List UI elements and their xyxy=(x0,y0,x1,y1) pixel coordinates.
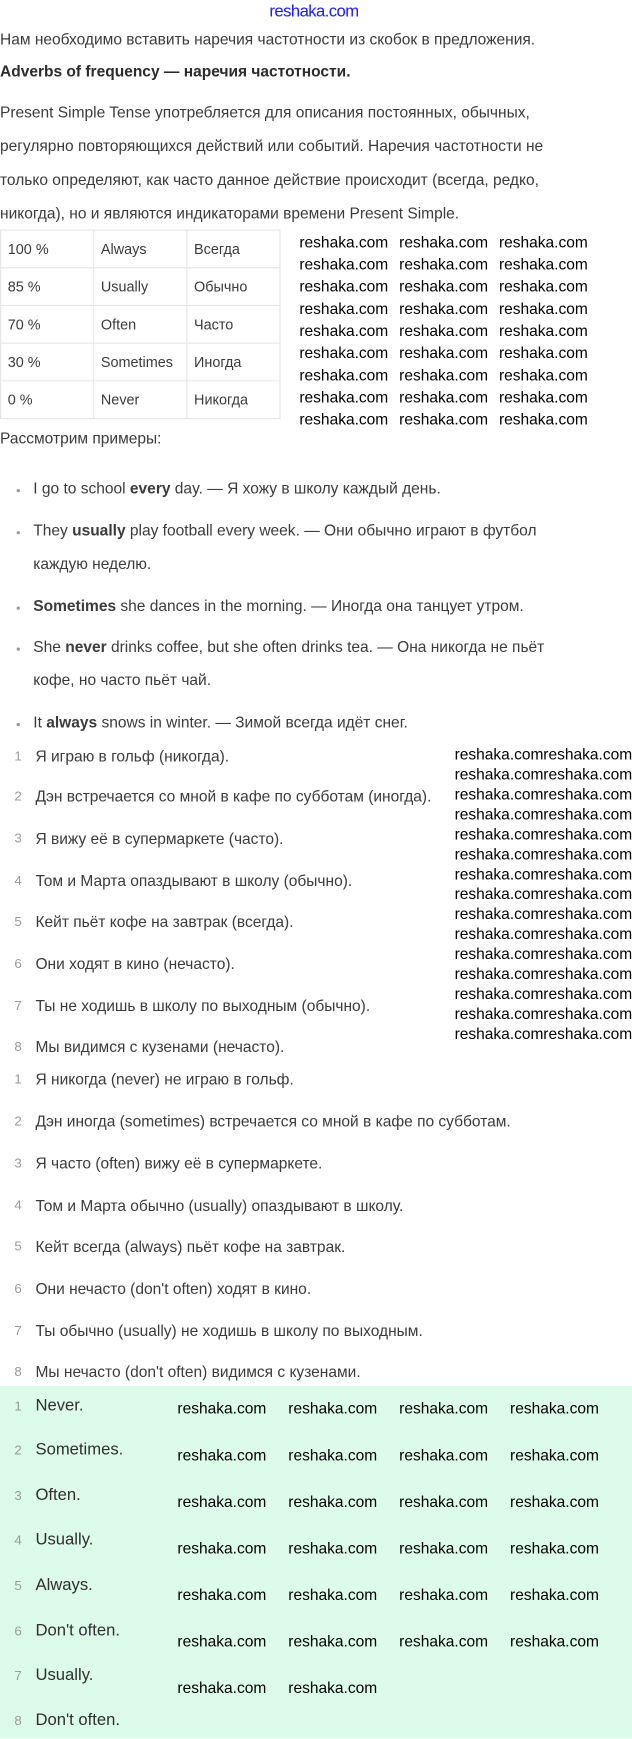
watermark: reshaka.com xyxy=(399,1585,489,1604)
watermark: reshaka.com xyxy=(510,1585,599,1604)
example-text: play football every week. — Они обычно играют в футбол xyxy=(125,521,537,539)
watermark: reshaka.com xyxy=(454,1004,544,1023)
table-cell: 70 % xyxy=(1,305,94,343)
item-number: 1 xyxy=(14,1398,22,1414)
watermark: reshaka.com xyxy=(299,388,389,406)
watermark: reshaka.com xyxy=(454,745,544,763)
watermark: reshaka.com xyxy=(543,745,632,763)
task-item: Мы видимся с кузенами (нечасто). xyxy=(35,1037,285,1056)
watermark: reshaka.com xyxy=(399,321,489,340)
example-item xyxy=(33,636,544,656)
item-number: 3 xyxy=(14,1155,22,1171)
item-number: 2 xyxy=(14,788,22,804)
watermark: reshaka.com xyxy=(299,410,389,428)
watermark: reshaka.com xyxy=(498,232,588,251)
item-number: 4 xyxy=(14,1197,22,1213)
example-item xyxy=(33,520,536,540)
table-cell: Иногда xyxy=(187,343,280,381)
item-number: 3 xyxy=(14,1487,22,1504)
watermark: reshaka.com xyxy=(454,984,544,1003)
watermark: reshaka.com xyxy=(399,277,489,295)
table-cell: 100 % xyxy=(1,230,94,268)
table-cell: 30 % xyxy=(1,343,94,381)
item-number: 4 xyxy=(14,1532,22,1548)
watermark: reshaka.com xyxy=(299,299,389,318)
item-number: 6 xyxy=(14,1280,22,1297)
watermark: reshaka.com xyxy=(177,1492,267,1511)
answer-item: Дэн иногда (sometimes) встречается со мной в кафе по субботам. xyxy=(35,1112,511,1130)
table-cell: Always xyxy=(94,230,187,268)
short-answer-item: Always. xyxy=(35,1575,93,1595)
watermark: reshaka.com xyxy=(543,844,632,863)
item-number: 5 xyxy=(14,1577,22,1594)
example-item xyxy=(33,478,440,498)
watermark: reshaka.com xyxy=(288,1678,378,1697)
bullet-icon xyxy=(17,606,20,609)
item-number: 5 xyxy=(14,1238,22,1255)
table-cell: Никогда xyxy=(187,381,280,419)
item-number: 1 xyxy=(14,1071,22,1087)
short-answer-item: Usually. xyxy=(35,1530,94,1549)
task-item: Я играю в гольф (никогда). xyxy=(35,747,230,766)
watermark: reshaka.com xyxy=(498,321,588,340)
watermark: reshaka.com xyxy=(543,884,632,903)
table-cell: 0 % xyxy=(1,381,94,419)
watermark: reshaka.com xyxy=(454,844,544,863)
short-answer-item: Never. xyxy=(35,1395,84,1415)
paragraph-line: регулярно повторяющихся действий или событий. Наречия частотности не xyxy=(0,136,544,155)
watermark: reshaka.com xyxy=(454,964,544,983)
watermark: reshaka.com xyxy=(510,1538,599,1557)
table-cell: 85 % xyxy=(1,268,94,306)
item-number: 2 xyxy=(14,1442,22,1459)
watermark: reshaka.com xyxy=(498,388,588,406)
watermark: reshaka.com xyxy=(498,410,588,428)
answer-item: Они нечасто (don't often) ходят в кино. xyxy=(35,1279,312,1298)
watermark: reshaka.com xyxy=(399,232,489,251)
watermark: reshaka.com xyxy=(510,1492,599,1511)
item-number: 5 xyxy=(14,913,22,930)
watermark: reshaka.com xyxy=(177,1632,267,1650)
example-adverb: every xyxy=(129,478,171,497)
item-number: 6 xyxy=(14,955,22,972)
watermark: reshaka.com xyxy=(177,1399,267,1418)
watermark: reshaka.com xyxy=(299,232,389,251)
answer-item: Том и Марта обычно (usually) опаздывают в школу. xyxy=(35,1196,404,1215)
answer-item: Ты обычно (usually) не ходишь в школу по выходным. xyxy=(35,1321,423,1340)
example-text: It xyxy=(33,712,47,731)
bullet-icon xyxy=(17,648,20,651)
task-item: Ты не ходишь в школу по выходным (обычно). xyxy=(35,996,371,1015)
watermark: reshaka.com xyxy=(399,1538,489,1557)
watermark: reshaka.com xyxy=(299,365,389,384)
paragraph-line: никогда), но и являются индикаторами времени Present Simple. xyxy=(0,204,460,222)
watermark: reshaka.com xyxy=(498,299,588,318)
watermark: reshaka.com xyxy=(288,1585,378,1604)
watermark: reshaka.com xyxy=(399,343,489,362)
watermark: reshaka.com xyxy=(454,785,544,803)
watermark: reshaka.com xyxy=(498,343,588,362)
watermark: reshaka.com xyxy=(299,343,389,362)
watermark: reshaka.com xyxy=(454,824,544,843)
item-number: 6 xyxy=(14,1623,22,1639)
table-cell: Usually xyxy=(94,268,187,306)
example-item xyxy=(33,595,523,615)
task-item: Кейт пьёт кофе на завтрак (всегда). xyxy=(35,912,294,931)
table-row xyxy=(1,268,280,306)
watermark: reshaka.com xyxy=(399,1492,489,1511)
watermark: reshaka.com xyxy=(454,864,544,883)
example-text: They xyxy=(33,521,73,539)
example-text: she dances in the morning. — Иногда она танцует утром. xyxy=(116,596,524,615)
example-adverb: always xyxy=(46,712,98,731)
item-number: 7 xyxy=(14,1667,22,1684)
watermark: reshaka.com xyxy=(399,1632,489,1650)
watermark: reshaka.com xyxy=(498,255,588,273)
watermark: reshaka.com xyxy=(498,277,588,295)
watermark: reshaka.com xyxy=(177,1445,267,1464)
watermark: reshaka.com xyxy=(543,765,632,783)
example-adverb: usually xyxy=(72,521,126,539)
item-number: 8 xyxy=(14,1713,22,1729)
task-item: Я вижу её в супермаркете (часто). xyxy=(35,829,284,848)
short-answer-item: Don't often. xyxy=(35,1710,121,1730)
watermark: reshaka.com xyxy=(454,765,544,783)
watermark: reshaka.com xyxy=(543,864,632,883)
watermark: reshaka.com xyxy=(510,1399,599,1418)
frequency-table xyxy=(0,230,281,420)
item-number: 7 xyxy=(14,1322,22,1339)
watermark: reshaka.com xyxy=(288,1538,378,1557)
watermark: reshaka.com xyxy=(543,944,632,963)
item-number: 2 xyxy=(14,1113,22,1129)
watermark: reshaka.com xyxy=(454,924,544,943)
short-answer-item: Don't often. xyxy=(35,1621,121,1640)
watermark: reshaka.com xyxy=(510,1445,599,1464)
table-cell: Всегда xyxy=(187,230,280,268)
example-adverb: Sometimes xyxy=(33,596,117,615)
watermark: reshaka.com xyxy=(543,924,632,943)
example-item xyxy=(33,712,408,732)
bullet-icon xyxy=(17,489,20,492)
watermark: reshaka.com xyxy=(543,984,632,1003)
watermark: reshaka.com xyxy=(510,1632,599,1650)
watermark: reshaka.com xyxy=(399,388,489,406)
intro-text: Нам необходимо вставить наречия частотности из скобок в предложения. xyxy=(0,29,536,48)
item-number: 8 xyxy=(14,1038,22,1055)
item-number: 4 xyxy=(14,872,22,889)
watermark: reshaka.com xyxy=(454,1024,544,1043)
short-answer-item: Often. xyxy=(35,1485,81,1505)
example-continuation: каждую неделю. xyxy=(33,554,152,573)
table-cell: Часто xyxy=(187,305,280,343)
watermark: reshaka.com xyxy=(543,785,632,803)
example-continuation: кофе, но часто пьёт чай. xyxy=(33,670,212,689)
watermark: reshaka.com xyxy=(288,1399,378,1418)
example-text: day. — Я хожу в школу каждый день. xyxy=(170,478,441,497)
section-heading: Adverbs of frequency — наречия частотности. xyxy=(0,62,351,80)
short-answer-item: Usually. xyxy=(35,1665,94,1685)
watermark: reshaka.com xyxy=(299,321,389,340)
watermark: reshaka.com xyxy=(399,1399,489,1418)
example-text: drinks coffee, but she often drinks tea. — Она никогда не пьёт xyxy=(106,637,545,656)
item-number: 1 xyxy=(14,748,22,764)
example-text: She xyxy=(33,637,66,656)
table-cell: Often xyxy=(94,305,187,343)
item-number: 3 xyxy=(14,830,22,846)
example-text: I go to school xyxy=(33,478,130,497)
watermark: reshaka.com xyxy=(399,1445,489,1464)
watermark: reshaka.com xyxy=(543,804,632,823)
watermark: reshaka.com xyxy=(543,904,632,923)
item-number: 7 xyxy=(14,997,22,1014)
watermark: reshaka.com xyxy=(543,1024,632,1043)
watermark: reshaka.com xyxy=(454,904,544,923)
watermark: reshaka.com xyxy=(454,804,544,823)
table-cell: Never xyxy=(94,381,187,419)
table-cell: Sometimes xyxy=(94,343,187,381)
watermark: reshaka.com xyxy=(543,964,632,983)
table-cell: Обычно xyxy=(187,268,280,306)
watermark: reshaka.com xyxy=(543,824,632,843)
answer-item: Кейт всегда (always) пьёт кофе на завтрак. xyxy=(35,1237,346,1256)
watermark: reshaka.com xyxy=(299,277,389,295)
table-row xyxy=(1,305,280,343)
task-item: Дэн встречается со мной в кафе по субботам (иногда). xyxy=(35,787,432,805)
watermark: reshaka.com xyxy=(288,1632,378,1650)
example-text: snows in winter. — Зимой всегда идёт снег. xyxy=(97,712,408,731)
watermark: reshaka.com xyxy=(288,1492,378,1511)
watermark: reshaka.com xyxy=(498,365,588,384)
watermark: reshaka.com xyxy=(454,944,544,963)
watermark: reshaka.com xyxy=(177,1585,267,1604)
examples-label: Рассмотрим примеры: xyxy=(0,429,162,447)
answer-item: Я никогда (never) не играю в гольф. xyxy=(35,1069,294,1088)
watermark: reshaka.com xyxy=(399,365,489,384)
watermark: reshaka.com xyxy=(299,255,389,273)
table-row xyxy=(1,381,280,419)
watermark: reshaka.com xyxy=(399,299,489,318)
table-row xyxy=(1,343,280,381)
task-item: Том и Марта опаздывают в школу (обычно). xyxy=(35,871,353,890)
item-number: 8 xyxy=(14,1363,22,1380)
paragraph-line: только определяют, как часто данное действие происходит (всегда, редко, xyxy=(0,170,539,189)
watermark: reshaka.com xyxy=(543,1004,632,1023)
task-item: Они ходят в кино (нечасто). xyxy=(35,954,235,973)
answer-item: Я часто (often) вижу её в супермаркете. xyxy=(35,1154,323,1172)
site-header-link[interactable]: reshaka.com xyxy=(269,2,359,22)
watermark: reshaka.com xyxy=(177,1678,267,1697)
bullet-icon xyxy=(17,723,20,726)
answer-item: Мы нечасто (don't often) видимся с кузенами. xyxy=(35,1362,361,1381)
table-row xyxy=(1,230,280,268)
watermark: reshaka.com xyxy=(399,255,489,273)
example-adverb: never xyxy=(65,637,107,656)
watermark: reshaka.com xyxy=(288,1445,378,1464)
watermark: reshaka.com xyxy=(177,1538,267,1557)
watermark: reshaka.com xyxy=(454,884,544,903)
short-answer-item: Sometimes. xyxy=(35,1440,124,1460)
bullet-icon xyxy=(17,531,20,534)
watermark: reshaka.com xyxy=(399,410,489,428)
paragraph-line: Present Simple Tense употребляется для описания постоянных, обычных, xyxy=(0,103,530,121)
